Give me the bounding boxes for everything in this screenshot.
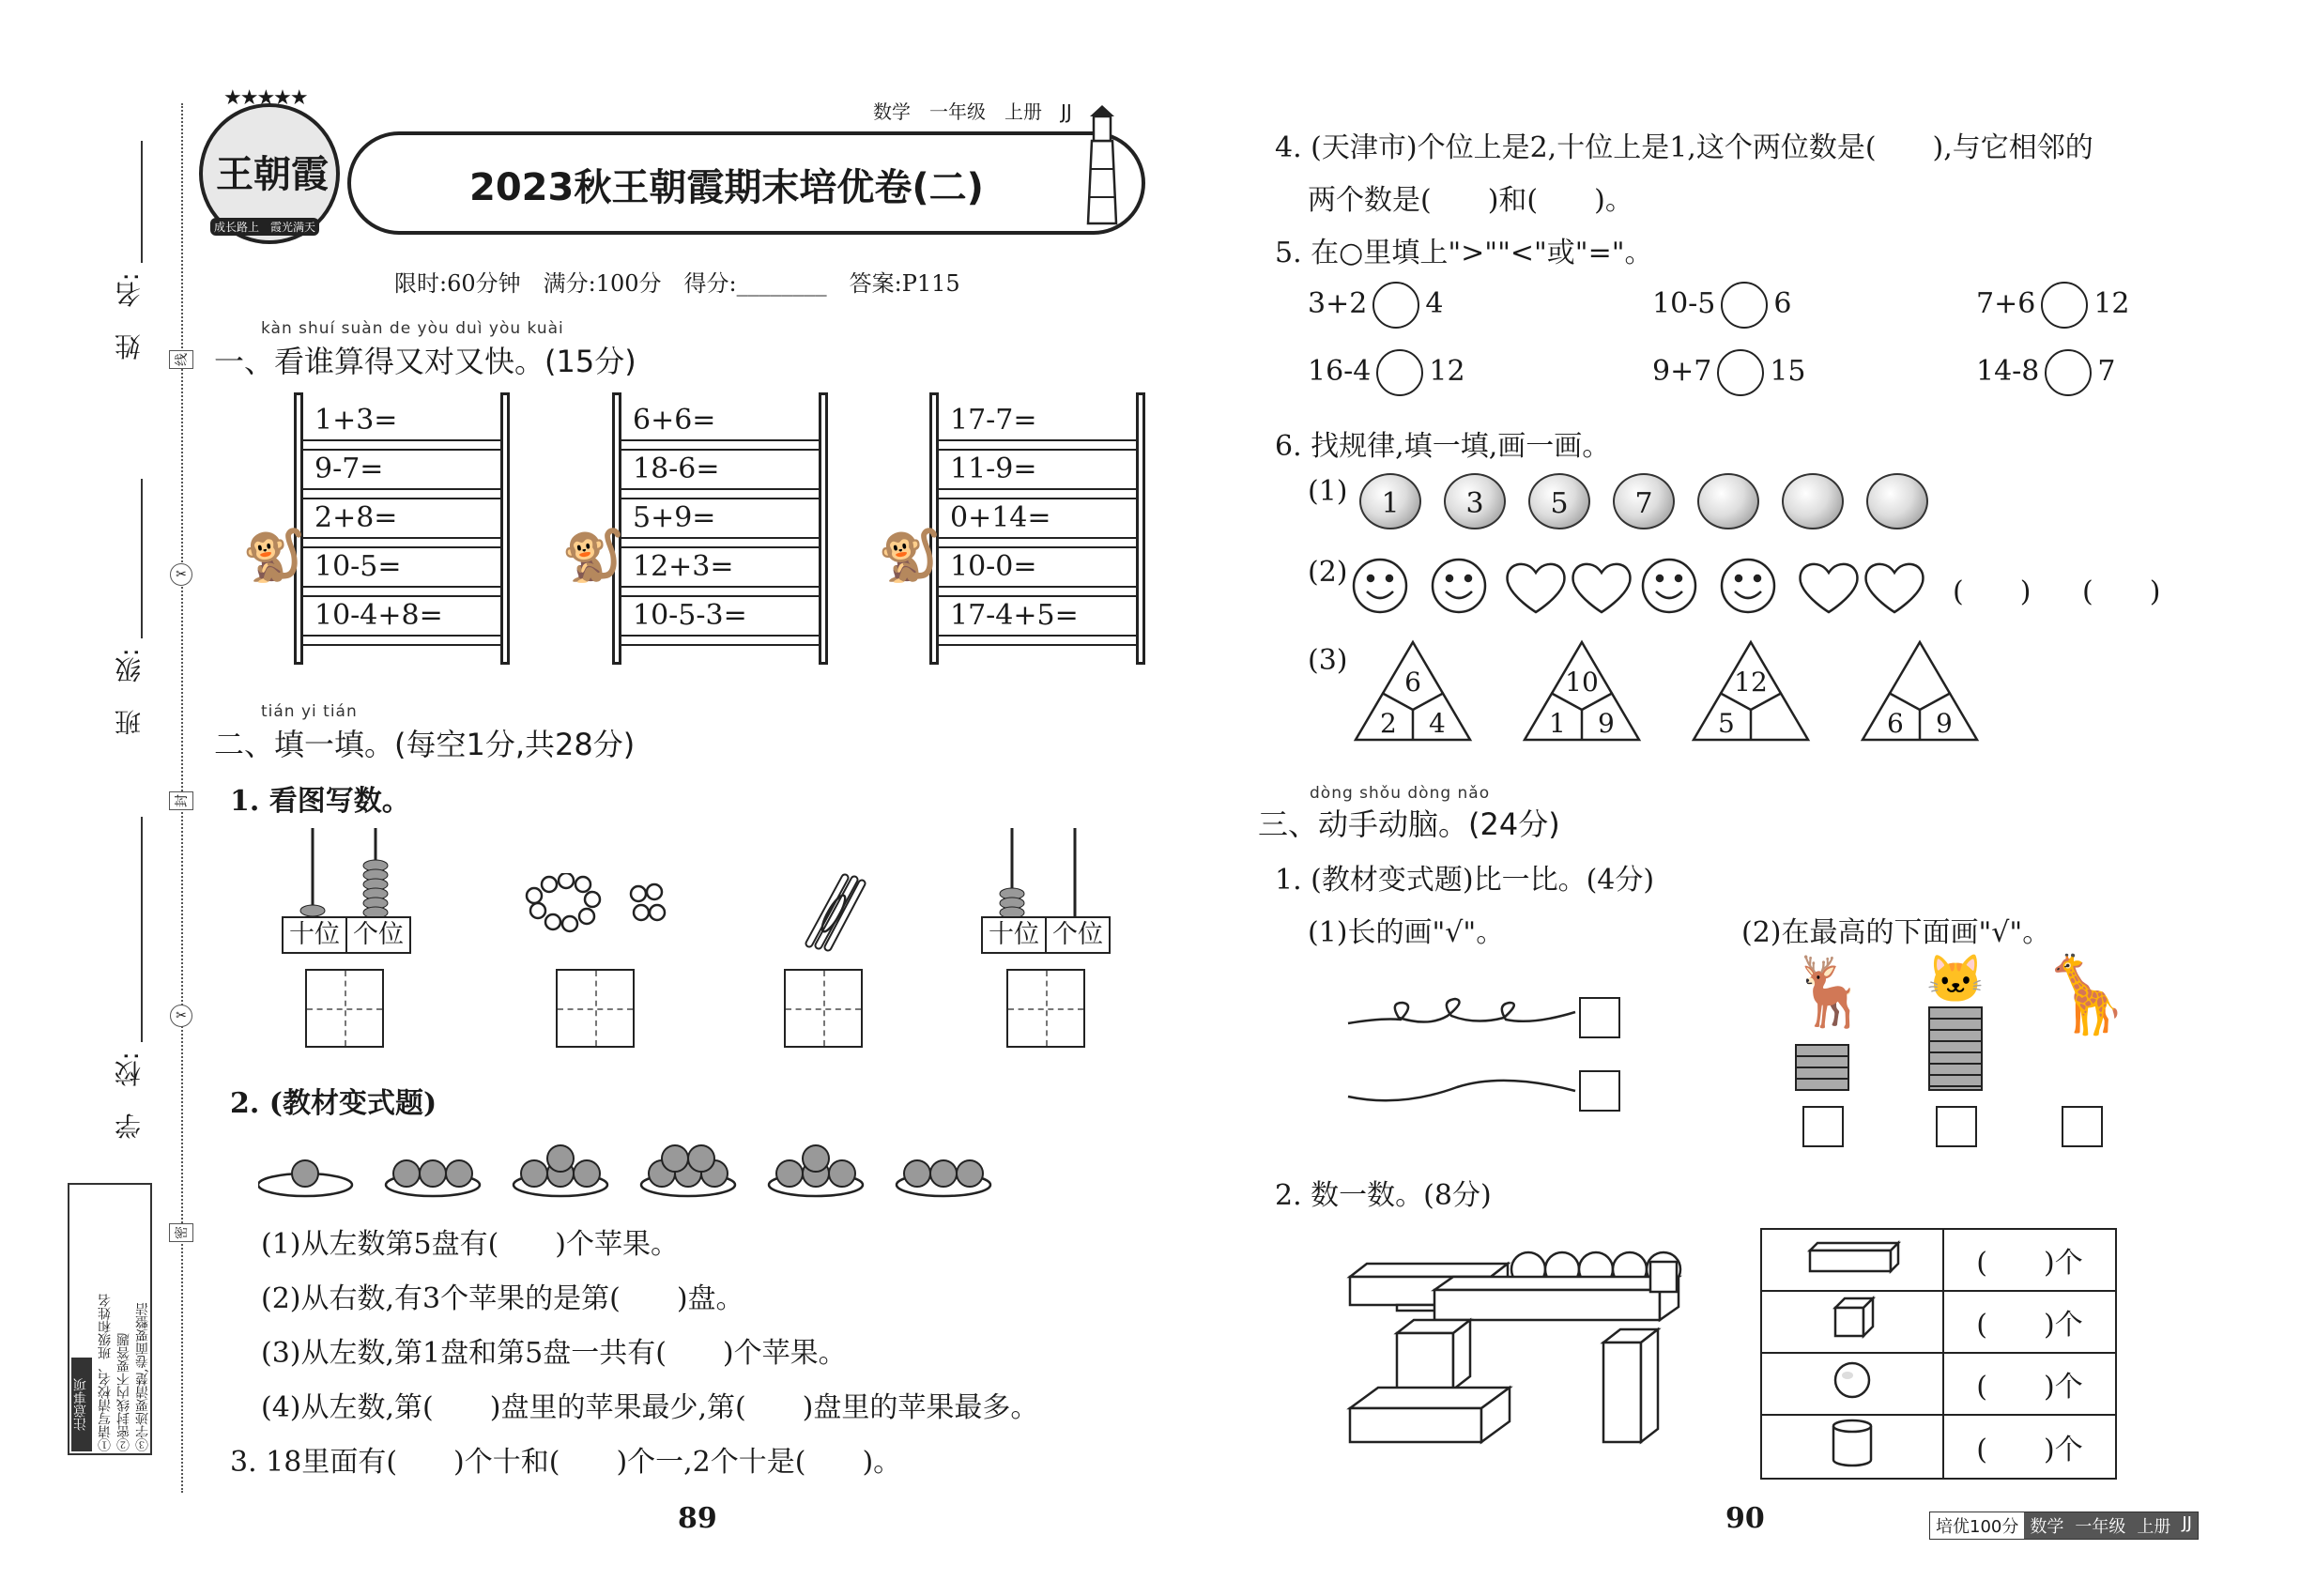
count-answer[interactable]: ( )个 (1943, 1229, 2116, 1291)
s2-q1: 1. 看图写数。 (230, 785, 410, 818)
compare-circle[interactable] (1721, 282, 1768, 329)
pattern-shapes (1352, 554, 1934, 620)
triangle-left: 1 (1549, 708, 1566, 739)
abacus-1 (282, 826, 407, 920)
ladder-3-eq-3: 0+14= (950, 501, 1051, 534)
place-value-1 (282, 916, 411, 954)
q6-2-label: (2) (1308, 556, 1348, 589)
ladder-1-eq-1: 1+3= (314, 404, 398, 437)
s3-q1-b: (2)在最高的下面画"√"。 (1741, 916, 2051, 949)
answer-box-1[interactable] (305, 969, 384, 1048)
count-answer[interactable]: ( )个 (1943, 1415, 2116, 1479)
check-box-tall-3[interactable] (2062, 1106, 2103, 1147)
apple-icon (446, 1160, 472, 1187)
table-row (1761, 1415, 2116, 1479)
logo-stars: ★★★★★ (223, 86, 307, 110)
ladder-3-eq-1: 17-7= (950, 404, 1037, 437)
header-meta: 数学 一年级 上册 JJ (873, 100, 1072, 123)
apple-plates-picture (258, 1136, 1009, 1202)
giraffe-icon: 🦒 (2039, 951, 2133, 1038)
apple-plate (897, 1160, 990, 1196)
table-row (1761, 1229, 2116, 1291)
apple-3: 5 (1528, 473, 1590, 529)
school-label: 学 校: (114, 1051, 145, 1140)
s3-q2: 2. 数一数。(8分) (1275, 1179, 1492, 1212)
triangle-right: 9 (1936, 708, 1953, 739)
pattern-blank-2[interactable]: ( ) (2082, 575, 2161, 608)
triangle-top: 12 (1734, 667, 1768, 698)
compare-item-3: 7+6 12 (1976, 282, 2130, 329)
abacus-2 (981, 826, 1107, 920)
apple-icon (521, 1160, 547, 1187)
apple-icon (662, 1145, 688, 1172)
triangle-1 (1352, 638, 1474, 744)
triangle-4 (1859, 638, 1981, 744)
ladder-2-eq-2: 18-6= (633, 453, 720, 485)
cut-mark-feng: 封 (169, 791, 193, 810)
block-stack-2 (1928, 1006, 1983, 1091)
ladder-2 (612, 392, 828, 665)
apple-1: 1 (1359, 473, 1421, 529)
name-line (141, 141, 143, 263)
triangle-left: 5 (1718, 708, 1735, 739)
smiley-icon (1722, 560, 1774, 612)
cube-icon (1761, 1291, 1943, 1353)
q6-1-label: (1) (1308, 475, 1348, 508)
cuboid-icon (1761, 1229, 1943, 1291)
compare-circle[interactable] (1717, 349, 1764, 396)
logo (199, 86, 340, 244)
note-2: ②密封线内不要答题 (116, 1333, 131, 1451)
apple-5[interactable] (1697, 473, 1759, 529)
q6-title: 6. 找规律,填一填,画一画。 (1275, 430, 1611, 463)
answer-box-2[interactable] (556, 969, 635, 1048)
apple-plate (769, 1145, 863, 1196)
apple-6[interactable] (1782, 473, 1844, 529)
s2-q2: 2. (教材变式题) (230, 1087, 437, 1120)
apple-plate (386, 1160, 480, 1196)
cut-mark-xian: 线 (169, 350, 193, 369)
name-label: 姓 名: (114, 272, 145, 361)
lighthouse-icon (1084, 103, 1120, 225)
class-label: 班 级: (114, 648, 145, 736)
table-row (1761, 1353, 2116, 1415)
monkey-icon: 🐒 (878, 526, 942, 585)
beads-picture (521, 873, 671, 948)
apple-icon (393, 1160, 420, 1187)
logo-slogan: 成长路上 霞光满天 (210, 218, 319, 236)
s2-q2-item-4: (4)从左数,第( )盘里的苹果最少,第( )盘里的苹果最多。 (261, 1391, 1039, 1424)
smiley-icon (1354, 560, 1406, 612)
school-line (141, 817, 143, 1042)
compare-circle[interactable] (1372, 282, 1419, 329)
footer-badge: 培优100分 数学 一年级 上册 JJ (1929, 1512, 2199, 1540)
pattern-blank-1[interactable]: ( ) (1953, 575, 2032, 608)
section3-pinyin: dòng shǒu dòng nǎo (1310, 784, 1491, 803)
notes-title: 注意事项 (71, 1358, 92, 1451)
cut-mark-mi: 密 (169, 1223, 193, 1242)
ladder-1-eq-4: 10-5= (314, 550, 402, 583)
q5-title: 5. 在○里填上">""<"或"="。 (1275, 237, 1653, 269)
s3-q1: 1. (教材变式题)比一比。(4分) (1275, 864, 1655, 897)
count-table (1760, 1228, 2117, 1480)
compare-item-1: 3+2 4 (1308, 282, 1443, 329)
lines-picture (1344, 995, 1579, 1117)
ladder-1-eq-2: 9-7= (314, 453, 384, 485)
q6-3-label: (3) (1308, 644, 1348, 677)
q4-line1: 4. (天津市)个位上是2,十位上是1,这个两位数是( ),与它相邻的 (1275, 131, 2093, 164)
cylinder-icon (1761, 1415, 1943, 1479)
triangle-left: 2 (1380, 708, 1397, 739)
compare-circle[interactable] (2041, 282, 2088, 329)
apple-2: 3 (1444, 473, 1506, 529)
monkey-icon: 🐒 (561, 526, 625, 585)
triangle-right: 4 (1429, 708, 1446, 739)
check-box-long-2[interactable] (1579, 1070, 1620, 1112)
heart-icon (1573, 564, 1631, 612)
apple-icon (803, 1145, 829, 1172)
answer-box-4[interactable] (1006, 969, 1085, 1048)
ladder-2-eq-1: 6+6= (633, 404, 716, 437)
apple-icon (688, 1145, 714, 1172)
s2-q2-item-3: (3)从左数,第1盘和第5盘一共有( )个苹果。 (261, 1337, 847, 1370)
section2-pinyin: tián yi tián (261, 702, 358, 721)
page-title: 2023秋王朝霞期末培优卷(二) (469, 166, 984, 209)
triangle-right: 9 (1598, 708, 1615, 739)
tens-label: 十位 (289, 920, 340, 949)
ladder-2-eq-3: 5+9= (633, 501, 716, 534)
block-stack-1 (1795, 1044, 1849, 1091)
deer-icon: 🦌 (1788, 952, 1873, 1031)
count-answer[interactable]: ( )个 (1943, 1353, 2116, 1415)
triangle-top: 6 (1404, 667, 1421, 698)
triangle-3 (1690, 638, 1812, 744)
header-info: 限时:60分钟 满分:100分 得分:________ 答案:P115 (394, 270, 960, 297)
apple-icon (776, 1160, 803, 1187)
apple-icon (930, 1160, 957, 1187)
check-box-long-1[interactable] (1579, 997, 1620, 1038)
ones-label: 个位 (1045, 918, 1109, 952)
count-answer[interactable]: ( )个 (1943, 1291, 2116, 1353)
q4-line2: 两个数是( )和( )。 (1308, 184, 1633, 217)
ladder-3-eq-4: 10-0= (950, 550, 1037, 583)
ladder-1-eq-3: 2+8= (314, 501, 398, 534)
ladder-1-eq-5: 10-4+8= (314, 599, 443, 632)
compare-item-6: 14-8 7 (1976, 349, 2116, 396)
s2-q2-item-2: (2)从右数,有3个苹果的是第( )盘。 (261, 1282, 744, 1315)
apple-plate (641, 1145, 735, 1196)
smiley-icon (1643, 560, 1695, 612)
heart-icon (1801, 564, 1858, 612)
solid-shapes-picture (1341, 1249, 1707, 1446)
section1-title: 一、看谁算得又对又快。(15分) (214, 344, 636, 379)
apple-4: 7 (1613, 473, 1675, 529)
page-number-left: 89 (678, 1502, 717, 1535)
section3-title: 三、动手动脑。(24分) (1258, 806, 1560, 842)
ladder-1 (294, 392, 510, 665)
triangle-left: 6 (1887, 708, 1904, 739)
apple-plate (514, 1145, 607, 1196)
monkey-icon: 🐒 (242, 526, 306, 585)
page-number-right: 90 (1725, 1502, 1765, 1535)
section1-pinyin: kàn shuí suàn de yòu duì yòu kuài (261, 319, 564, 338)
sticks-bundle-picture (796, 868, 871, 953)
compare-item-2: 10-5 6 (1652, 282, 1792, 329)
apple-icon (957, 1160, 983, 1187)
sphere-icon (1761, 1353, 1943, 1415)
logo-text: 王朝霞 (216, 152, 329, 196)
apple-icon (292, 1160, 318, 1187)
ladder-2-eq-4: 12+3= (633, 550, 734, 583)
apple-icon (547, 1145, 574, 1172)
ones-label: 个位 (345, 918, 409, 952)
apple-icon (420, 1160, 446, 1187)
check-box-tall-2[interactable] (1936, 1106, 1977, 1147)
apple-icon (904, 1160, 930, 1187)
heart-icon (1866, 564, 1924, 612)
heart-icon (1508, 564, 1565, 612)
ladder-3-eq-5: 17-4+5= (950, 599, 1079, 632)
s2-q2-item-1: (1)从左数第5盘有( )个苹果。 (261, 1228, 679, 1261)
note-1: ①请写清校名、班级和姓名 (98, 1294, 113, 1451)
smiley-icon (1433, 560, 1485, 612)
s3-q1-a: (1)长的画"√"。 (1308, 916, 1505, 949)
section2-title: 二、填一填。(每空1分,共28分) (214, 727, 636, 762)
triangle-2 (1521, 638, 1643, 744)
compare-circle[interactable] (2045, 349, 2092, 396)
ladder-3-eq-2: 11-9= (950, 453, 1037, 485)
tens-label: 十位 (989, 920, 1039, 949)
check-box-tall-1[interactable] (1802, 1106, 1844, 1147)
compare-item-4: 16-4 12 (1308, 349, 1465, 396)
apple-icon (829, 1160, 855, 1187)
notes-box (68, 1183, 152, 1455)
apple-icon (574, 1160, 600, 1187)
place-value-2 (981, 916, 1111, 954)
apple-plate (258, 1160, 352, 1196)
table-row (1761, 1291, 2116, 1353)
triangle-top: 10 (1565, 667, 1599, 698)
note-3: ③字迹要清楚,卷面要整洁 (135, 1302, 150, 1451)
compare-item-5: 9+7 15 (1652, 349, 1806, 396)
compare-circle[interactable] (1376, 349, 1423, 396)
scissor-icon: ✂ (170, 1005, 192, 1027)
apple-7[interactable] (1866, 473, 1928, 529)
scissor-icon: ✂ (170, 563, 192, 586)
class-line (141, 479, 143, 638)
answer-box-3[interactable] (784, 969, 863, 1048)
ladder-2-eq-5: 10-5-3= (633, 599, 747, 632)
cat-icon: 🐱 (1926, 952, 1986, 1006)
ladder-3 (929, 392, 1145, 665)
s2-q3: 3. 18里面有( )个十和( )个一,2个十是( )。 (230, 1446, 902, 1479)
